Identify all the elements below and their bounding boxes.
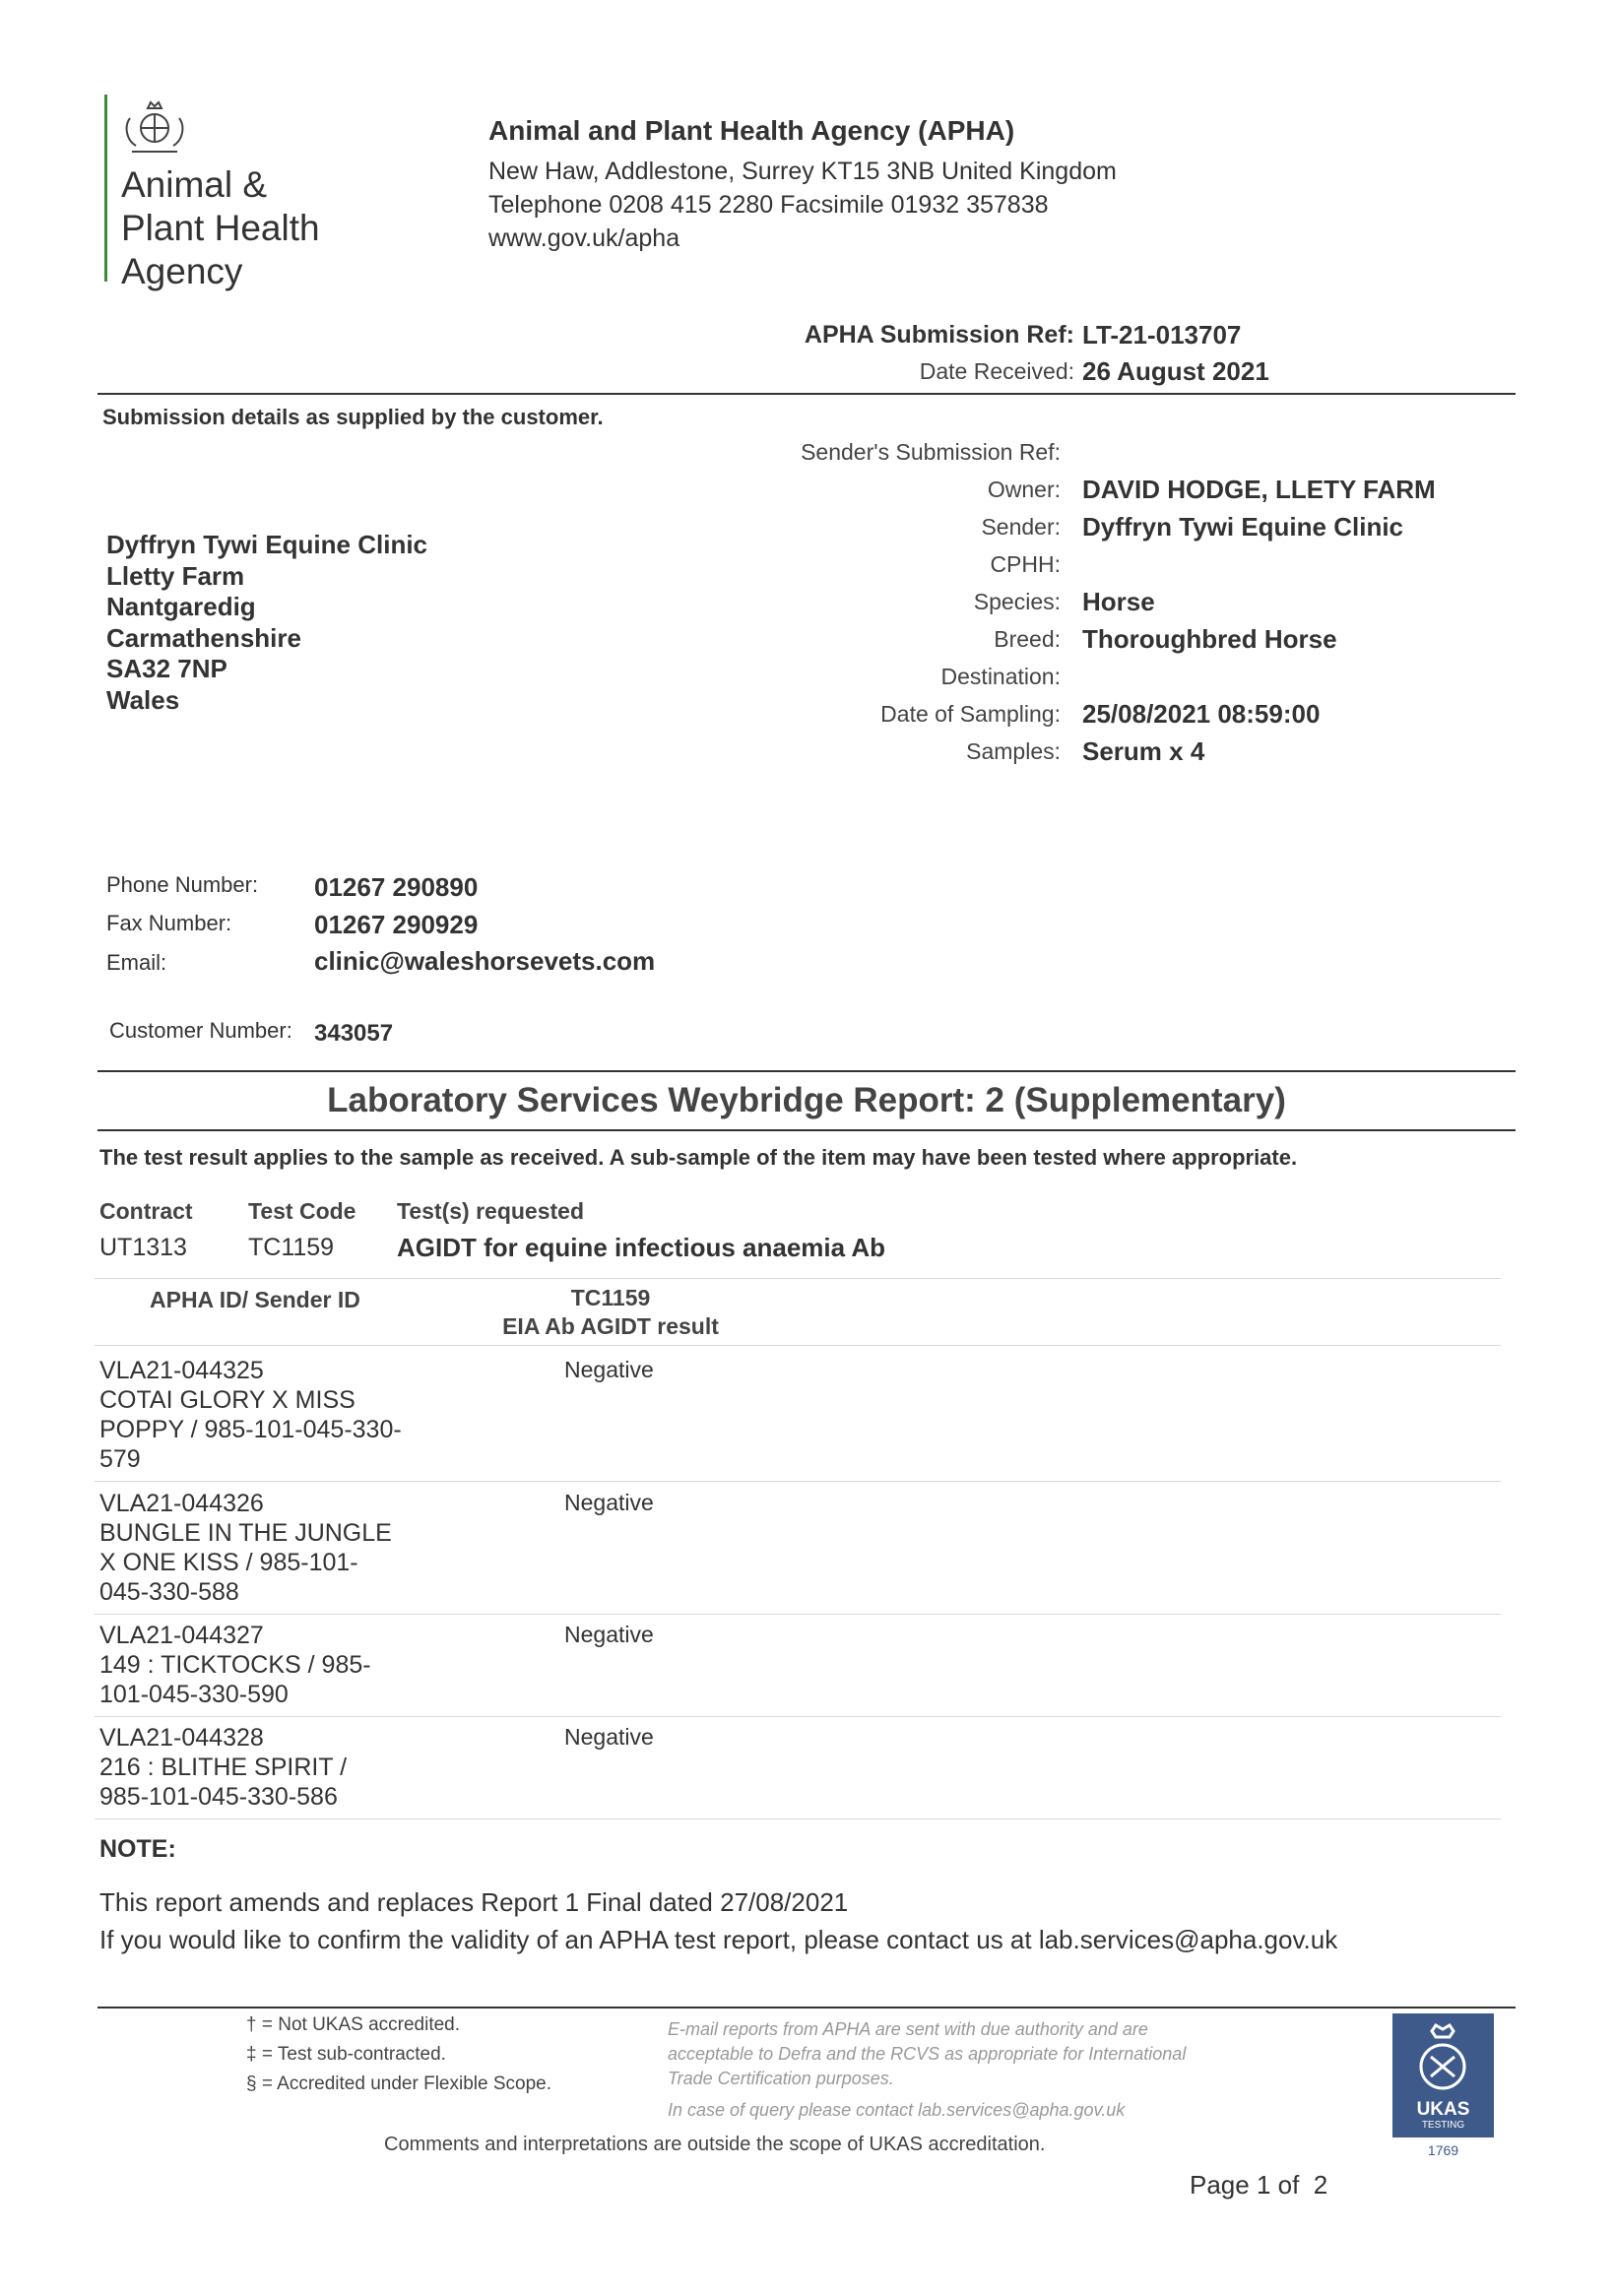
result-row-3-id xyxy=(99,1621,371,1709)
id-column-header: APHA ID/ Sender ID xyxy=(150,1287,360,1312)
code-column-header: TC1159 xyxy=(570,1285,651,1310)
contract-header: Contract xyxy=(99,1198,193,1224)
query-contact-note: In case of query please contact lab.services@apha.gov.uk xyxy=(668,2100,1126,2120)
note-label: NOTE: xyxy=(99,1835,176,1863)
ukas-badge xyxy=(1392,2013,1494,2137)
sender-value: Dyffryn Tywi Equine Clinic xyxy=(1082,512,1404,542)
logo-line-1: Animal & xyxy=(121,164,268,205)
email-report-note xyxy=(668,2017,1186,2091)
table-bottom-rule xyxy=(95,1818,1501,1819)
samples-label: Samples: xyxy=(966,738,1061,764)
species-label: Species: xyxy=(973,589,1061,614)
agency-address: New Haw, Addlestone, Surrey KT15 3NB United Kingdom xyxy=(488,158,1117,185)
customer-number-value: 343057 xyxy=(314,1020,394,1047)
test-requested-value: AGIDT for equine infectious anaemia Ab xyxy=(397,1233,885,1262)
table-row-divider xyxy=(95,1716,1501,1717)
sample-id-line: BUNGLE IN THE JUNGLE xyxy=(99,1519,392,1547)
breed-value: Thoroughbred Horse xyxy=(1082,624,1337,654)
sample-id-line: 149 : TICKTOCKS / 985- xyxy=(99,1651,371,1679)
address-line: SA32 7NP xyxy=(106,654,227,683)
result-row-1-id xyxy=(99,1356,402,1474)
submission-ref-value: LT-21-013707 xyxy=(1082,320,1242,350)
result-column-header: EIA Ab AGIDT result xyxy=(502,1313,719,1339)
header-rule xyxy=(97,393,1516,395)
ukas-crown-icon xyxy=(1406,2023,1480,2097)
sample-id-line: 045-330-588 xyxy=(99,1578,239,1606)
fax-label: Fax Number: xyxy=(106,911,232,935)
ukas-sub-text: TESTING xyxy=(1421,2120,1465,2131)
ukas-text: UKAS xyxy=(1416,2099,1470,2120)
result-row-2-value: Negative xyxy=(564,1490,654,1515)
address-line: Lletty Farm xyxy=(106,560,245,591)
sample-id-line: VLA21-044327 xyxy=(99,1622,264,1649)
sender-label: Sender: xyxy=(981,514,1061,540)
ukas-number: 1769 xyxy=(1427,2142,1459,2158)
email-value: clinic@waleshorsevets.com xyxy=(314,946,656,976)
sample-id-line: X ONE KISS / 985-101- xyxy=(99,1549,358,1576)
samples-value: Serum x 4 xyxy=(1082,736,1205,766)
table-row-divider xyxy=(95,1481,1501,1482)
contract-value: UT1313 xyxy=(99,1234,187,1261)
cphh-label: CPHH: xyxy=(990,551,1061,577)
result-row-4-value: Negative xyxy=(564,1724,654,1750)
destination-label: Destination: xyxy=(940,664,1061,689)
results-header-rule xyxy=(95,1345,1501,1346)
result-row-1-value: Negative xyxy=(564,1357,654,1382)
agency-name: Animal and Plant Health Agency (APHA) xyxy=(488,115,1015,146)
sampling-date-value: 25/08/2021 08:59:00 xyxy=(1082,699,1321,729)
senders-ref-label: Sender's Submission Ref: xyxy=(801,439,1061,465)
note-line-2: If you would like to confirm the validity of an APHA test report, please contact us at lab.services@apha.gov.uk xyxy=(99,1925,1338,1954)
breed-label: Breed: xyxy=(994,626,1061,652)
address-line: Dyffryn Tywi Equine Clinic xyxy=(106,530,428,559)
logo-line-3: Agency xyxy=(121,251,243,291)
address-line: Nantgaredig xyxy=(106,592,256,621)
owner-value: DAVID HODGE, LLETY FARM xyxy=(1082,475,1436,504)
sample-id-line: 985-101-045-330-586 xyxy=(99,1783,338,1811)
date-received-value: 26 August 2021 xyxy=(1082,356,1269,386)
submission-ref-label: APHA Submission Ref: xyxy=(804,321,1074,349)
email-note-line: E-mail reports from APHA are sent with due authority and are xyxy=(668,2019,1148,2039)
tests-requested-header: Test(s) requested xyxy=(397,1198,585,1224)
report-title-bottom-rule xyxy=(97,1129,1516,1131)
royal-crest-icon xyxy=(118,95,191,159)
table-row-divider xyxy=(95,1614,1501,1615)
sample-id-line: VLA21-044326 xyxy=(99,1490,264,1517)
legend-sub-contracted: ‡ = Test sub-contracted. xyxy=(246,2044,446,2065)
legend-flexible-scope: § = Accredited under Flexible Scope. xyxy=(246,2073,551,2094)
sample-id-line: VLA21-044328 xyxy=(99,1724,264,1752)
logo-accent-bar xyxy=(104,95,107,282)
sample-id-line: 579 xyxy=(99,1445,141,1473)
address-line: Carmathenshire xyxy=(106,622,301,653)
details-caption: Submission details as supplied by the customer. xyxy=(102,405,604,429)
email-label: Email: xyxy=(106,950,167,975)
logo-line-2: Plant Health xyxy=(121,208,320,248)
email-note-line: acceptable to Defra and the RCVS as appropriate for International xyxy=(668,2044,1187,2064)
results-table-top-rule xyxy=(95,1278,1501,1279)
result-row-2-id xyxy=(99,1489,392,1607)
date-received-label: Date Received: xyxy=(919,358,1074,384)
result-row-4-id xyxy=(99,1723,347,1812)
legend-not-accredited: † = Not UKAS accredited. xyxy=(246,2014,461,2035)
sample-id-line: VLA21-044325 xyxy=(99,1357,264,1384)
result-row-3-value: Negative xyxy=(564,1622,654,1647)
report-title: Laboratory Services Weybridge Report: 2 (Supplementary) xyxy=(327,1081,1286,1119)
sample-id-line: 216 : BLITHE SPIRIT / xyxy=(99,1754,348,1781)
report-title-top-rule xyxy=(97,1070,1516,1072)
sample-id-line: COTAI GLORY X MISS xyxy=(99,1386,356,1414)
phone-value: 01267 290890 xyxy=(314,872,479,902)
fax-value: 01267 290929 xyxy=(314,910,479,939)
test-code-value: TC1159 xyxy=(248,1234,335,1261)
agency-logo-text xyxy=(121,163,320,293)
test-code-header: Test Code xyxy=(248,1198,356,1224)
report-disclaimer: The test result applies to the sample as received. A sub-sample of the item may have been tested where appropriate. xyxy=(99,1145,1298,1170)
email-note-line: Trade Certification purposes. xyxy=(668,2069,894,2088)
sample-id-line: 101-045-330-590 xyxy=(99,1681,289,1708)
species-value: Horse xyxy=(1082,587,1155,616)
agency-phone-fax: Telephone 0208 415 2280 Facsimile 01932 357838 xyxy=(488,191,1049,219)
customer-address xyxy=(106,530,427,716)
ukas-comment: Comments and interpretations are outside the scope of UKAS accreditation. xyxy=(384,2134,1046,2155)
note-line-1: This report amends and replaces Report 1 Final dated 27/08/2021 xyxy=(99,1887,849,1917)
sampling-date-label: Date of Sampling: xyxy=(880,701,1061,727)
footer-rule xyxy=(97,2007,1516,2009)
phone-label: Phone Number: xyxy=(106,872,259,897)
agency-website: www.gov.uk/apha xyxy=(488,224,680,252)
sample-id-line: POPPY / 985-101-045-330- xyxy=(99,1416,402,1443)
customer-number-label: Customer Number: xyxy=(109,1018,292,1043)
owner-label: Owner: xyxy=(987,477,1061,502)
address-line: Wales xyxy=(106,684,180,715)
page-number: Page 1 of 2 xyxy=(1190,2170,1328,2200)
